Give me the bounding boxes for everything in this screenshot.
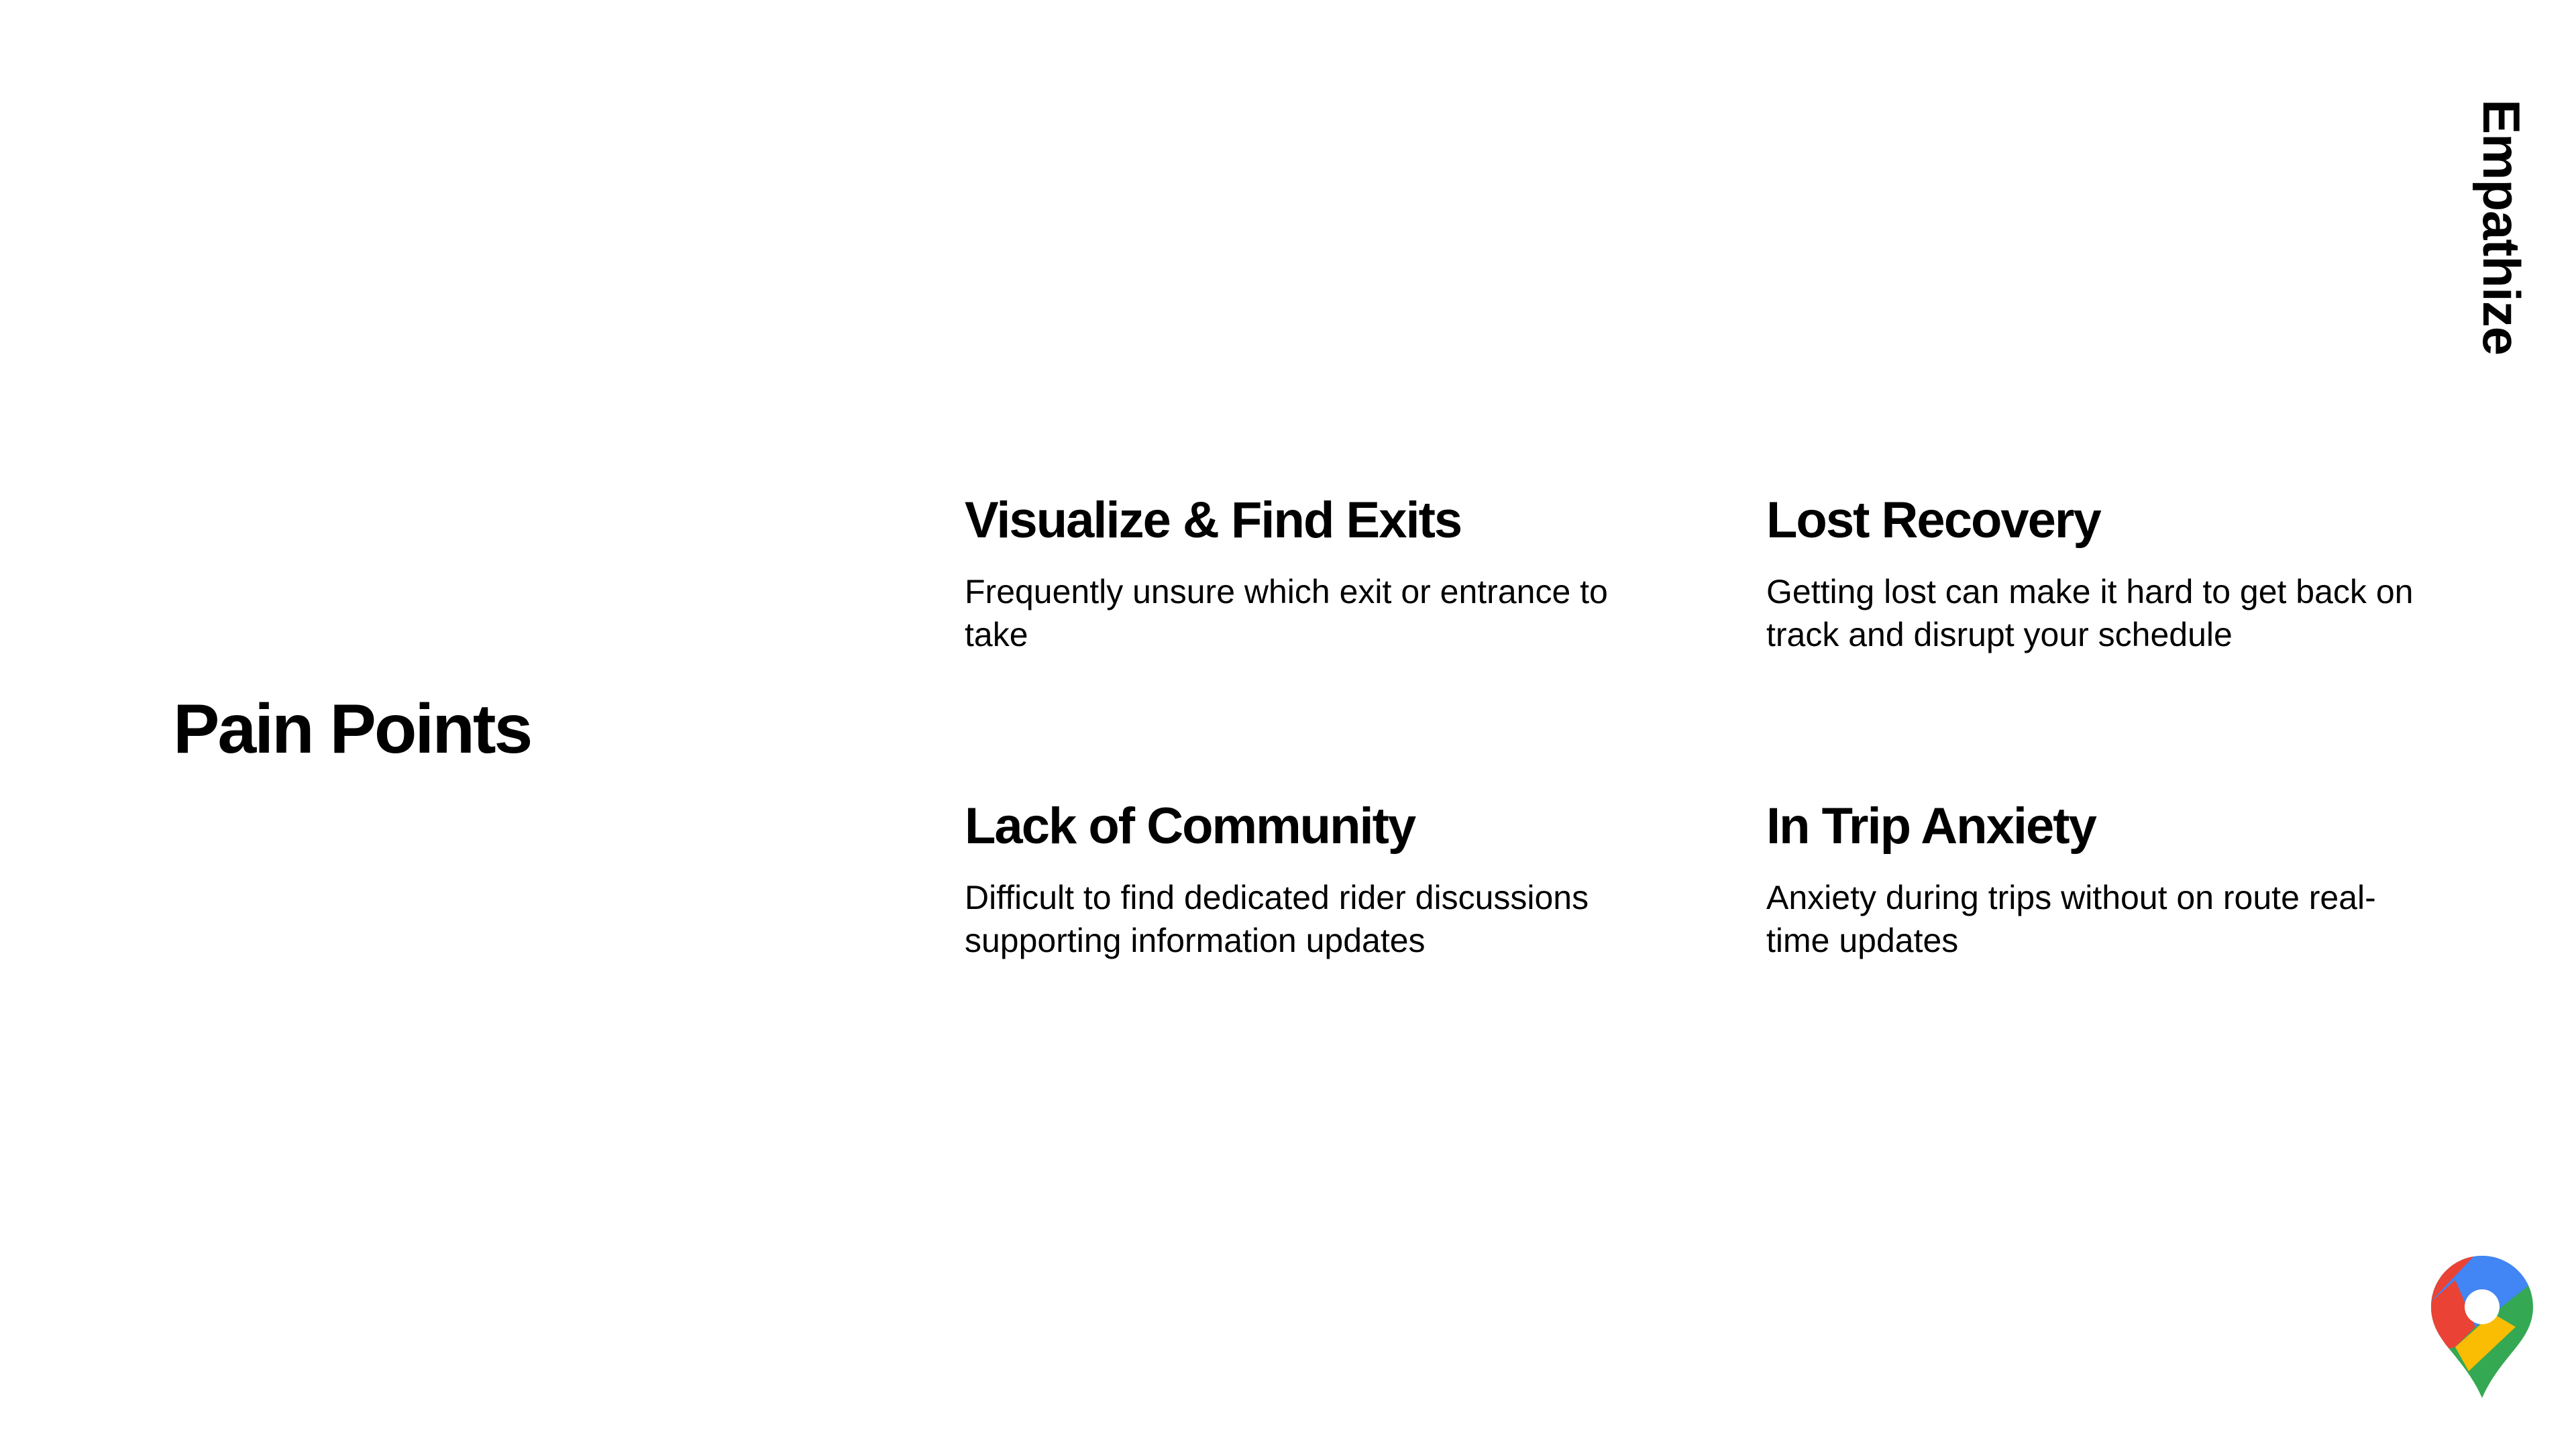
card-title: Lack of Community — [965, 798, 1415, 855]
pain-point-card-lost-recovery — [1766, 492, 2444, 656]
page-title: Pain Points — [173, 690, 531, 768]
card-title: Lost Recovery — [1766, 492, 2100, 549]
pin-center-dot — [2465, 1289, 2500, 1324]
card-description: Frequently unsure which exit or entrance to take — [965, 572, 1608, 653]
card-description: Difficult to find dedicated rider discussions supporting information updates — [965, 878, 1589, 959]
pain-point-card-visualize-exits — [965, 492, 1642, 656]
pain-point-card-in-trip-anxiety — [1766, 798, 2444, 962]
side-label — [2442, 99, 2549, 368]
card-title: Visualize & Find Exits — [965, 492, 1462, 549]
card-description: Anxiety during trips without on route real-time updates — [1766, 878, 2376, 959]
google-maps-pin-icon — [2428, 1253, 2536, 1401]
side-label-text: Empathize — [2472, 99, 2531, 356]
pain-point-card-lack-of-community — [965, 798, 1642, 962]
card-description: Getting lost can make it hard to get back on track and disrupt your schedule — [1766, 572, 2414, 653]
card-title: In Trip Anxiety — [1766, 798, 2096, 855]
